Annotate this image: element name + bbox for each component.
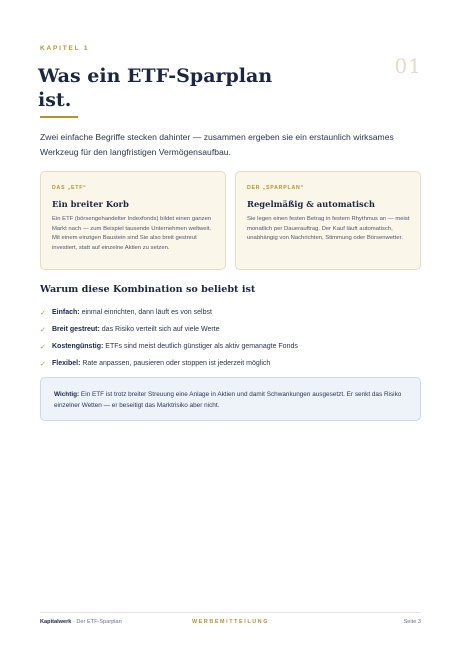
check-icon: ✓: [40, 342, 46, 351]
item-text: ETFs sind meist deutlich günstiger als aktiv gemanagte Fonds: [103, 343, 298, 350]
check-icon: ✓: [40, 308, 46, 317]
page-number: Seite 3: [403, 619, 421, 625]
doc-name: · Der ETF-Sparplan: [71, 619, 122, 625]
list-item: [40, 321, 420, 338]
benefits-list: [40, 304, 420, 372]
item-label: Kostengünstig:: [52, 343, 104, 350]
check-icon: ✓: [40, 359, 46, 368]
important-note: [40, 377, 421, 421]
list-item: [40, 355, 420, 372]
title-underline: [40, 116, 78, 118]
note-label: Wichtig:: [54, 391, 80, 398]
card-text: Ein ETF (börsengehandelter Indexfonds) bildet einen ganzen Markt nach — zum Beispiel tausende Unternehmen weltweit. Mit einem einzigen Baustein sind Sie also breit gestreut investiert, statt auf einzelne Aktien zu setzen.: [52, 216, 212, 251]
item-label: Einfach:: [52, 309, 80, 316]
footer-label: WERBEMITTEILUNG: [191, 619, 269, 625]
item-label: Breit gestreut:: [52, 326, 100, 333]
footer-divider: [40, 612, 421, 613]
card-title: Ein breiter Korb: [52, 199, 129, 209]
check-icon: ✓: [40, 325, 46, 334]
card-title: Regelmäßig & automatisch: [247, 199, 375, 209]
chapter-kicker: KAPITEL 1: [40, 45, 90, 52]
item-text: Rate anpassen, pausieren oder stoppen ist jederzeit möglich: [80, 360, 271, 367]
item-text: einmal einrichten, dann läuft es von selbst: [79, 309, 212, 316]
card-tag: DAS „ETF“: [52, 185, 87, 191]
page-footer: [40, 619, 421, 629]
card-sparplan: [235, 171, 421, 270]
intro-paragraph: Zwei einfache Begriffe stecken dahinter — zusammen ergeben sie ein erstaunlich wirksames Werkzeug für den langfristigen Vermögensaufbau.: [40, 132, 394, 157]
chapter-number: 01: [394, 54, 422, 78]
list-item: [40, 338, 420, 355]
card-text: Sie legen einen festen Betrag in festem Rhythmus an — meist monatlich per Dauerauftrag. Der Kauf läuft automatisch, unabhängig von Nachrichten, Stimmung oder Börsenwetter.: [247, 216, 410, 242]
note-text: Ein ETF ist trotz breiter Streuung eine Anlage in Aktien und damit Schwankungen ausgesetzt. Er senkt das Risiko einzelner Wetten — er beseitigt das Marktrisiko aber nicht.: [54, 391, 402, 409]
item-label: Flexibel:: [52, 360, 81, 367]
card-tag: DER „SPARPLAN“: [247, 185, 304, 191]
list-item: [40, 304, 420, 321]
card-etf: [40, 171, 226, 270]
brand-name: Kapitalwerk: [40, 619, 72, 625]
item-text: das Risiko verteilt sich auf viele Werte: [99, 326, 220, 333]
benefits-heading: Warum diese Kombination so beliebt ist: [40, 284, 256, 295]
page-title: Was ein ETF-Sparplan ist.: [38, 65, 273, 111]
